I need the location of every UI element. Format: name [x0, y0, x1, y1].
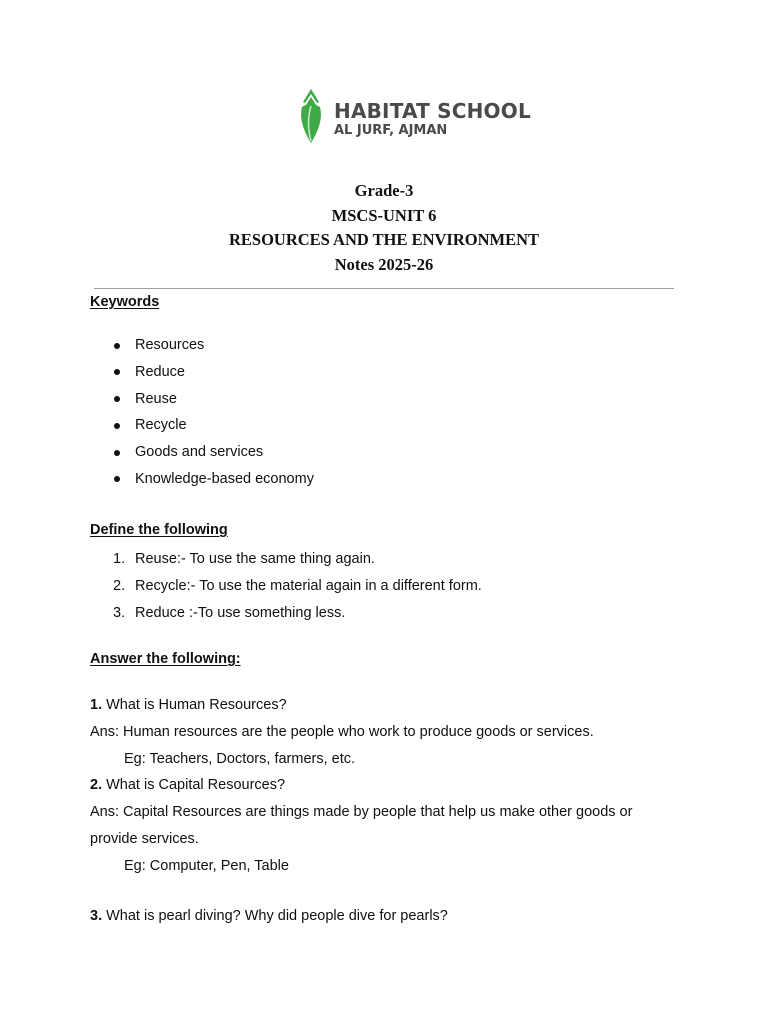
- example-text: Eg: Teachers, Doctors, farmers, etc.: [124, 750, 356, 767]
- keyword-text: Reduce: [135, 363, 185, 380]
- question-block: [90, 903, 690, 930]
- question-number: 2.: [90, 777, 103, 794]
- keywords-list: [0, 332, 314, 493]
- answer-heading: Answer the following:: [90, 651, 241, 667]
- example-text: Eg: Computer, Pen, Table: [124, 857, 289, 874]
- unit-label: MSCS-UNIT 6: [331, 205, 437, 225]
- definitions-list: [0, 546, 482, 627]
- list-item: [0, 386, 314, 413]
- question-number: 3.: [90, 908, 103, 924]
- keywords-heading: Keywords: [90, 294, 160, 310]
- list-item: [0, 546, 482, 573]
- question-line: [90, 903, 690, 930]
- bullet-icon: [114, 369, 120, 375]
- grade-label: Grade-3: [354, 181, 414, 200]
- keyword-text: Reuse: [135, 390, 177, 407]
- leaf-pencil-icon: [296, 88, 326, 144]
- keyword-text: Knowledge-based economy: [135, 470, 314, 487]
- question-line: [90, 692, 690, 719]
- list-item: [0, 332, 314, 359]
- question-line: [90, 772, 690, 799]
- question-number: 1.: [90, 697, 103, 713]
- definition-text: Reuse:- To use the same thing again.: [135, 551, 375, 567]
- bullet-icon: [114, 423, 120, 429]
- notes-year: Notes 2025-26: [334, 254, 434, 274]
- bullet-icon: [114, 343, 120, 349]
- school-logo: [296, 88, 531, 144]
- list-item: [0, 439, 314, 466]
- item-number: 1.: [113, 551, 126, 567]
- define-heading: Define the following: [90, 522, 228, 538]
- question-text: What is pearl diving? Why did people dive for pearls?: [102, 908, 448, 924]
- definition-text: Recycle:- To use the material again in a different form.: [135, 578, 482, 594]
- question-text: What is Human Resources?: [102, 697, 287, 713]
- keyword-text: Recycle: [135, 417, 187, 434]
- list-item: [0, 573, 482, 600]
- bullet-icon: [114, 450, 120, 456]
- question-block: [90, 692, 690, 880]
- list-item: [0, 466, 314, 493]
- header-divider: [94, 288, 674, 289]
- list-item: [0, 359, 314, 386]
- bullet-icon: [114, 476, 120, 482]
- bullet-icon: [114, 396, 120, 402]
- answer-text: Ans: Capital Resources are things made by people that help us make other goods or provide services.: [90, 804, 633, 847]
- keyword-text: Goods and services: [135, 444, 264, 461]
- keyword-text: Resources: [135, 337, 205, 353]
- unit-title: RESOURCES AND THE ENVIRONMENT: [228, 230, 540, 249]
- question-text: What is Capital Resources?: [102, 777, 286, 794]
- definition-text: Reduce :-To use something less.: [135, 605, 346, 621]
- list-item: [0, 412, 314, 439]
- school-location: AL JURF, AJMAN: [334, 123, 448, 138]
- item-number: 2.: [113, 578, 126, 594]
- item-number: 3.: [113, 605, 126, 621]
- school-name: HABITAT SCHOOL: [334, 99, 531, 123]
- list-item: [0, 600, 482, 627]
- answer-text: Ans: Human resources are the people who work to produce goods or services.: [90, 723, 594, 740]
- document-header: [0, 179, 768, 277]
